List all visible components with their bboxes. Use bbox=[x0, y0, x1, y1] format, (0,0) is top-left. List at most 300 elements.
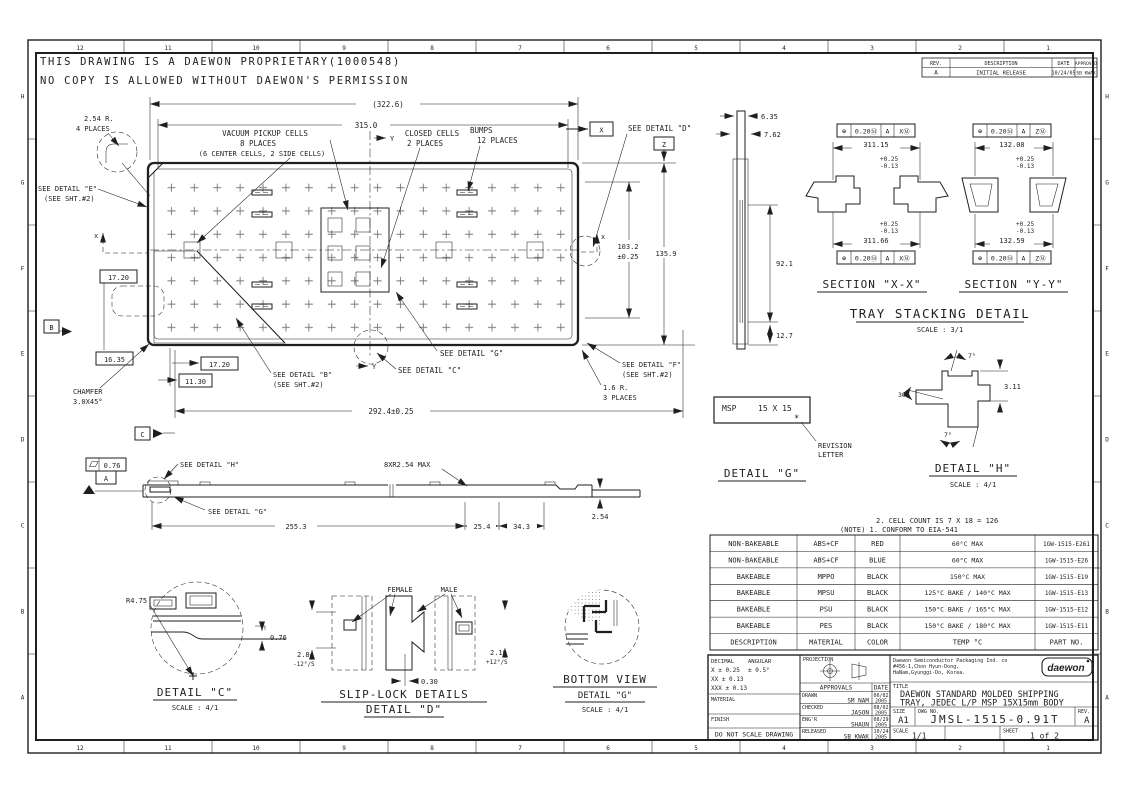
svg-text:06/02: 06/02 bbox=[873, 693, 889, 699]
svg-text:4: 4 bbox=[782, 45, 786, 52]
svg-text:A: A bbox=[885, 254, 890, 263]
callout-corner-radius bbox=[76, 115, 119, 146]
svg-text:XⓂ: XⓂ bbox=[899, 254, 910, 263]
material-table-header bbox=[730, 639, 1083, 647]
svg-text:REVISION: REVISION bbox=[818, 442, 852, 450]
svg-text:5: 5 bbox=[694, 745, 698, 752]
svg-text:7: 7 bbox=[518, 45, 522, 52]
approval-row bbox=[802, 693, 889, 705]
svg-text:X: X bbox=[599, 126, 604, 135]
svg-text:3: 3 bbox=[870, 745, 874, 752]
svg-text:⊕: ⊕ bbox=[977, 254, 983, 263]
svg-text:7°: 7° bbox=[944, 431, 952, 439]
tray-stacking-detail bbox=[806, 124, 1068, 334]
svg-text:Z: Z bbox=[661, 141, 667, 149]
svg-text:BAKEABLE: BAKEABLE bbox=[736, 605, 771, 614]
svg-text:⊕: ⊕ bbox=[841, 127, 847, 136]
svg-text:DAEWON STANDARD MOLDED SHIPPIN: DAEWON STANDARD MOLDED SHIPPING bbox=[900, 690, 1059, 700]
svg-text:3.0X45°: 3.0X45° bbox=[73, 398, 103, 406]
svg-text:+0.25: +0.25 bbox=[880, 156, 899, 163]
svg-text:ZⓂ: ZⓂ bbox=[1035, 127, 1046, 136]
callout-profile-detail-h bbox=[164, 461, 239, 479]
datum-c bbox=[135, 427, 175, 440]
svg-text:4: 4 bbox=[782, 745, 786, 752]
svg-text:0.76: 0.76 bbox=[270, 634, 287, 642]
svg-text:10: 10 bbox=[252, 45, 260, 52]
svg-text:1: 1 bbox=[1046, 45, 1050, 52]
svg-text:(6 CENTER CELLS, 2 SIDE CELLS): (6 CENTER CELLS, 2 SIDE CELLS) bbox=[198, 150, 326, 158]
svg-text:17.20: 17.20 bbox=[107, 274, 130, 282]
svg-text:Daewon Semiconductor Packaging: Daewon Semiconductor Packaging Ind. co bbox=[893, 658, 1008, 664]
revision-table bbox=[922, 58, 1097, 77]
svg-text:PART NO.: PART NO. bbox=[1049, 638, 1084, 647]
svg-text:PSU: PSU bbox=[819, 605, 833, 614]
tray-top-view bbox=[38, 97, 695, 440]
svg-text:SEE DETAIL "F": SEE DETAIL "F" bbox=[622, 361, 682, 369]
svg-text:DO NOT SCALE DRAWING: DO NOT SCALE DRAWING bbox=[714, 730, 794, 739]
svg-text:A: A bbox=[103, 475, 109, 483]
svg-text:MATERIAL: MATERIAL bbox=[711, 697, 736, 703]
zone-letters-right bbox=[1105, 94, 1109, 702]
svg-text:E: E bbox=[20, 350, 25, 358]
svg-text:3 PLACES: 3 PLACES bbox=[603, 394, 637, 402]
svg-text:x: x bbox=[94, 232, 99, 240]
drawing-notes bbox=[840, 517, 998, 534]
svg-text:1GW-1515-E12: 1GW-1515-E12 bbox=[1044, 606, 1089, 614]
svg-text:DETAIL "G": DETAIL "G" bbox=[723, 467, 801, 480]
svg-text:15 X 15: 15 X 15 bbox=[758, 404, 792, 413]
svg-text:C: C bbox=[20, 522, 25, 530]
material-row bbox=[737, 589, 1089, 597]
callout-detail-f bbox=[587, 343, 681, 379]
svg-text:292.4±0.25: 292.4±0.25 bbox=[368, 407, 414, 416]
svg-text:X ± 0.25: X ± 0.25 bbox=[711, 667, 740, 674]
svg-text:#456-1,Chon Hyun-Dong,: #456-1,Chon Hyun-Dong, bbox=[893, 664, 960, 670]
svg-text:RELEASED: RELEASED bbox=[802, 729, 827, 735]
svg-text:F: F bbox=[20, 265, 25, 273]
svg-text:1GW-1515-E11: 1GW-1515-E11 bbox=[1044, 623, 1089, 630]
svg-text:12: 12 bbox=[76, 745, 84, 752]
svg-text:SLIP-LOCK DETAILS: SLIP-LOCK DETAILS bbox=[339, 688, 469, 701]
svg-text:CLOSED CELLS: CLOSED CELLS bbox=[404, 129, 460, 138]
svg-text:3: 3 bbox=[870, 45, 874, 52]
svg-text:SCALE : 4/1: SCALE : 4/1 bbox=[581, 706, 629, 714]
title-block bbox=[708, 655, 1098, 741]
svg-text:7: 7 bbox=[518, 745, 522, 752]
svg-text:6: 6 bbox=[606, 745, 610, 752]
svg-text:PROJECTION: PROJECTION bbox=[803, 657, 834, 663]
svg-text:RED: RED bbox=[871, 540, 884, 548]
svg-text:2005: 2005 bbox=[874, 722, 888, 729]
svg-text:34.3: 34.3 bbox=[513, 523, 530, 531]
svg-text:(NOTE) 1. CONFORM TO EIA-541: (NOTE) 1. CONFORM TO EIA-541 bbox=[840, 526, 959, 534]
svg-text:311.15: 311.15 bbox=[863, 141, 889, 149]
svg-text:APPROVED: APPROVED bbox=[1074, 61, 1098, 67]
svg-text:-0.13: -0.13 bbox=[1016, 228, 1035, 235]
svg-text:30°: 30° bbox=[898, 391, 910, 399]
svg-text:1.6 R.: 1.6 R. bbox=[603, 384, 629, 392]
svg-text:SM NAM: SM NAM bbox=[847, 697, 869, 705]
svg-text:132.59: 132.59 bbox=[999, 237, 1025, 245]
svg-text:LETTER: LETTER bbox=[818, 451, 844, 459]
material-row bbox=[737, 573, 1089, 581]
section-xx-right-profile bbox=[894, 176, 948, 212]
svg-text:REV.: REV. bbox=[929, 60, 943, 67]
svg-text:125°C BAKE / 140°C MAX: 125°C BAKE / 140°C MAX bbox=[924, 589, 1011, 598]
svg-text:1GW-1515-E261: 1GW-1515-E261 bbox=[1043, 541, 1090, 548]
axis-marker-x-left bbox=[94, 232, 149, 253]
svg-text:SIZE: SIZE bbox=[893, 709, 906, 715]
svg-text:3.11: 3.11 bbox=[1004, 383, 1021, 391]
svg-text:NO COPY IS ALLOWED WITHOUT DAE: NO COPY IS ALLOWED WITHOUT DAEWON'S PERMISSION bbox=[40, 75, 409, 87]
svg-text:D: D bbox=[1105, 436, 1109, 444]
detail-c bbox=[126, 582, 287, 712]
svg-text:25.4: 25.4 bbox=[473, 523, 491, 531]
svg-text:MSP: MSP bbox=[722, 404, 737, 413]
svg-text:103.2: 103.2 bbox=[617, 243, 639, 251]
svg-text:SCALE: SCALE bbox=[893, 728, 909, 735]
svg-text:11: 11 bbox=[164, 745, 172, 752]
svg-text:0.76: 0.76 bbox=[103, 462, 121, 470]
svg-text:DRAWN: DRAWN bbox=[802, 693, 818, 699]
section-yy-right-profile bbox=[1030, 178, 1066, 212]
svg-text:60°C MAX: 60°C MAX bbox=[951, 556, 984, 565]
svg-text:XⓂ: XⓂ bbox=[899, 127, 910, 136]
svg-text:REV.: REV. bbox=[1078, 709, 1091, 715]
svg-text:4 PLACES: 4 PLACES bbox=[76, 125, 110, 133]
svg-text:-0.13: -0.13 bbox=[880, 228, 899, 235]
svg-text:BOTTOM VIEW: BOTTOM VIEW bbox=[563, 673, 647, 686]
svg-text:H: H bbox=[1105, 93, 1109, 101]
material-row bbox=[737, 606, 1089, 614]
svg-text:2005: 2005 bbox=[874, 734, 888, 741]
svg-text:-0.13: -0.13 bbox=[880, 163, 899, 170]
svg-text:TEMP °C: TEMP °C bbox=[952, 638, 983, 647]
svg-text:315.0: 315.0 bbox=[354, 121, 378, 130]
svg-text:9: 9 bbox=[342, 45, 346, 52]
svg-text:11.30: 11.30 bbox=[184, 378, 207, 386]
svg-text:BLUE: BLUE bbox=[869, 556, 886, 565]
profile-dims bbox=[152, 479, 608, 531]
svg-text:12.7: 12.7 bbox=[776, 332, 793, 340]
svg-text:6.35: 6.35 bbox=[761, 113, 778, 121]
svg-text:± 0.5°: ± 0.5° bbox=[748, 667, 770, 674]
svg-text:8: 8 bbox=[430, 745, 434, 752]
section-yy-left-profile bbox=[962, 178, 998, 212]
svg-text:8 PLACES: 8 PLACES bbox=[239, 139, 277, 148]
svg-text:SEE DETAIL "C": SEE DETAIL "C" bbox=[398, 366, 462, 375]
svg-text:MALE: MALE bbox=[440, 586, 458, 594]
cell-grid bbox=[160, 176, 566, 334]
svg-text:2.54 R.: 2.54 R. bbox=[84, 115, 114, 123]
svg-text:+0.25: +0.25 bbox=[880, 221, 899, 228]
svg-text:ABS+CF: ABS+CF bbox=[813, 556, 839, 565]
fcf-yy-top bbox=[973, 124, 1051, 137]
svg-text:(SEE SHT.#2): (SEE SHT.#2) bbox=[622, 371, 673, 379]
detail-g-marking bbox=[714, 397, 852, 481]
fcf-xx-top bbox=[837, 124, 915, 137]
bottom-view-detail-g bbox=[553, 590, 657, 714]
svg-text:HaNam,Gyunggi-Do, Korea.: HaNam,Gyunggi-Do, Korea. bbox=[893, 670, 966, 676]
svg-text:H: H bbox=[20, 93, 25, 101]
svg-text:BLACK: BLACK bbox=[866, 622, 889, 630]
svg-text:MATERIAL: MATERIAL bbox=[809, 638, 843, 647]
svg-text:A: A bbox=[1105, 694, 1109, 702]
svg-text:A: A bbox=[1084, 716, 1090, 726]
svg-text:SECTION "X-X": SECTION "X-X" bbox=[822, 278, 922, 291]
svg-text:08/29: 08/29 bbox=[873, 717, 889, 723]
svg-text:SEE DETAIL "B": SEE DETAIL "B" bbox=[273, 371, 333, 379]
svg-text:(322.6): (322.6) bbox=[372, 100, 404, 109]
slip-lock-detail bbox=[293, 586, 508, 717]
svg-text:DESCRIPTION: DESCRIPTION bbox=[984, 60, 1018, 67]
svg-text:0.30: 0.30 bbox=[421, 678, 438, 686]
svg-text:SHAUN: SHAUN bbox=[850, 721, 869, 729]
svg-text:B: B bbox=[1105, 608, 1109, 616]
svg-text:12: 12 bbox=[76, 45, 84, 52]
svg-text:CHAMFER: CHAMFER bbox=[73, 388, 103, 396]
svg-text:17.20: 17.20 bbox=[208, 361, 231, 369]
svg-text:2 PLACES: 2 PLACES bbox=[406, 139, 444, 148]
svg-text:x: x bbox=[601, 233, 606, 241]
section-marker-z bbox=[654, 137, 674, 161]
svg-text:BAKEABLE: BAKEABLE bbox=[736, 572, 771, 581]
svg-text:1: 1 bbox=[1046, 745, 1050, 752]
svg-text:5: 5 bbox=[694, 45, 698, 52]
sheet-border bbox=[21, 40, 1110, 753]
svg-text:PES: PES bbox=[819, 622, 833, 630]
dim-762 bbox=[716, 131, 781, 139]
projection-icon bbox=[820, 661, 866, 681]
svg-text:BAKEABLE: BAKEABLE bbox=[736, 589, 771, 598]
svg-text:SCALE : 4/1: SCALE : 4/1 bbox=[171, 704, 219, 712]
dim-127 bbox=[748, 325, 793, 345]
svg-text:MPSU: MPSU bbox=[817, 589, 835, 598]
svg-text:NON-BAKEABLE: NON-BAKEABLE bbox=[728, 540, 779, 548]
svg-text:SECTION "Y-Y": SECTION "Y-Y" bbox=[964, 278, 1064, 291]
svg-text:-12°/S: -12°/S bbox=[293, 661, 315, 668]
tray-end-view bbox=[716, 111, 799, 349]
tray-profile-view bbox=[83, 458, 640, 531]
callout-chamfer bbox=[73, 344, 149, 406]
svg-text:DETAIL "G": DETAIL "G" bbox=[577, 691, 633, 701]
svg-text:-0.13: -0.13 bbox=[1016, 163, 1035, 170]
svg-text:132.08: 132.08 bbox=[999, 141, 1025, 149]
svg-text:11: 11 bbox=[164, 45, 172, 52]
svg-text:A: A bbox=[20, 694, 25, 702]
approval-row bbox=[802, 729, 889, 741]
svg-text:XX ± 0.13: XX ± 0.13 bbox=[711, 676, 744, 683]
detail-h bbox=[898, 350, 1021, 489]
svg-text:BAKEABLE: BAKEABLE bbox=[736, 622, 771, 630]
datum-a-triangle bbox=[83, 485, 95, 494]
svg-text:A: A bbox=[934, 69, 938, 77]
svg-text:10/24: 10/24 bbox=[873, 729, 889, 735]
callout-detail-d bbox=[593, 124, 691, 247]
svg-text:7.62: 7.62 bbox=[764, 131, 781, 139]
dim-921 bbox=[748, 205, 799, 322]
svg-text:±0.25: ±0.25 bbox=[617, 253, 639, 261]
callout-profile-radius bbox=[384, 461, 467, 486]
svg-text:A: A bbox=[885, 127, 890, 136]
svg-text:8: 8 bbox=[430, 45, 434, 52]
svg-text:8XR2.54 MAX: 8XR2.54 MAX bbox=[384, 461, 431, 469]
svg-text:SHEET: SHEET bbox=[1003, 728, 1019, 735]
svg-text:(SEE SHT.#2): (SEE SHT.#2) bbox=[44, 195, 95, 203]
daewon-logo bbox=[1042, 658, 1092, 676]
svg-text:9: 9 bbox=[342, 745, 346, 752]
svg-text:CHECKED: CHECKED bbox=[802, 705, 824, 711]
approval-row bbox=[802, 705, 889, 717]
svg-text:FEMALE: FEMALE bbox=[387, 586, 413, 594]
svg-text:1/1: 1/1 bbox=[912, 731, 927, 741]
svg-text:+0.25: +0.25 bbox=[1016, 156, 1035, 163]
svg-text:F: F bbox=[1105, 265, 1109, 273]
svg-text:DECIMAL: DECIMAL bbox=[711, 659, 735, 665]
svg-text:10: 10 bbox=[252, 745, 260, 752]
svg-text:A1: A1 bbox=[898, 716, 909, 726]
svg-text:DATE: DATE bbox=[873, 684, 889, 692]
svg-text:12 PLACES: 12 PLACES bbox=[477, 136, 518, 145]
svg-text:B: B bbox=[49, 324, 54, 332]
svg-text:1GW-1515-E19: 1GW-1515-E19 bbox=[1044, 573, 1089, 581]
svg-text:BLACK: BLACK bbox=[866, 589, 889, 598]
svg-text:VACUUM PICKUP CELLS: VACUUM PICKUP CELLS bbox=[222, 129, 308, 138]
svg-text:APPROVALS: APPROVALS bbox=[819, 684, 853, 692]
svg-text:1GW-1515-E13: 1GW-1515-E13 bbox=[1044, 590, 1089, 598]
section-marker-x bbox=[566, 122, 613, 136]
dim-103 bbox=[585, 182, 649, 318]
approval-row bbox=[802, 717, 889, 729]
svg-text:+12°/S: +12°/S bbox=[486, 659, 508, 666]
svg-text:SCALE : 4/1: SCALE : 4/1 bbox=[949, 481, 997, 489]
svg-text:0.20Ⓜ: 0.20Ⓜ bbox=[990, 254, 1014, 263]
svg-text:D: D bbox=[20, 436, 25, 444]
svg-text:DWG NO.: DWG NO. bbox=[918, 709, 940, 715]
svg-text:FINISH: FINISH bbox=[711, 717, 730, 723]
svg-text:THIS DRAWING IS A DAEWON PROPR: THIS DRAWING IS A DAEWON PROPRIETARY(1000548) bbox=[40, 56, 401, 68]
svg-text:INITIAL RELEASE: INITIAL RELEASE bbox=[976, 70, 1026, 77]
svg-text:SEE DETAIL "G": SEE DETAIL "G" bbox=[208, 508, 268, 516]
dim-635 bbox=[720, 113, 778, 121]
svg-text:60°C MAX: 60°C MAX bbox=[951, 540, 984, 548]
svg-text:150°C BAKE / 165°C MAX: 150°C BAKE / 165°C MAX bbox=[924, 605, 1011, 614]
svg-text:NON-BAKEABLE: NON-BAKEABLE bbox=[728, 556, 779, 565]
svg-text:ZⓂ: ZⓂ bbox=[1035, 254, 1046, 263]
zone-letters-left bbox=[21, 94, 25, 702]
svg-text:DATE: DATE bbox=[1057, 60, 1070, 67]
svg-text:+0.25: +0.25 bbox=[1016, 221, 1035, 228]
svg-text:SEE DETAIL "E": SEE DETAIL "E" bbox=[38, 185, 98, 193]
svg-text:JMSL-1515-0.91T: JMSL-1515-0.91T bbox=[930, 713, 1060, 726]
fcf-yy-bottom bbox=[973, 251, 1051, 264]
svg-text:6: 6 bbox=[606, 45, 610, 52]
flatness-icon bbox=[90, 462, 99, 467]
svg-text:TRAY STACKING DETAIL: TRAY STACKING DETAIL bbox=[849, 306, 1031, 321]
svg-text:DESCRIPTION: DESCRIPTION bbox=[730, 638, 777, 647]
svg-text:150°C MAX: 150°C MAX bbox=[949, 572, 986, 581]
datum-b bbox=[44, 320, 72, 336]
material-row bbox=[728, 556, 1088, 564]
svg-text:B: B bbox=[20, 608, 25, 616]
svg-text:255.3: 255.3 bbox=[285, 523, 307, 531]
svg-text:BLACK: BLACK bbox=[866, 572, 889, 581]
material-row bbox=[728, 540, 1090, 548]
svg-text:2.10: 2.10 bbox=[490, 649, 507, 657]
svg-text:311.66: 311.66 bbox=[863, 237, 889, 245]
svg-text:2005: 2005 bbox=[874, 698, 888, 705]
detail-h-profile bbox=[916, 371, 990, 427]
proprietary-notice bbox=[40, 56, 409, 87]
svg-text:SCALE : 3/1: SCALE : 3/1 bbox=[916, 326, 964, 334]
svg-text:TRAY, JEDEC L/P MSP 15X15mm BO: TRAY, JEDEC L/P MSP 15X15mm BODY bbox=[900, 698, 1064, 709]
section-xx-left-profile bbox=[806, 176, 860, 212]
svg-text:1 of 2: 1 of 2 bbox=[1030, 731, 1059, 741]
svg-text:92.1: 92.1 bbox=[776, 260, 793, 268]
material-row bbox=[737, 622, 1089, 630]
svg-text:A: A bbox=[1021, 127, 1026, 136]
svg-text:R4.75: R4.75 bbox=[126, 597, 148, 605]
svg-text:DETAIL "D": DETAIL "D" bbox=[365, 703, 443, 716]
svg-text:SEE DETAIL "H": SEE DETAIL "H" bbox=[180, 461, 240, 469]
svg-text:C: C bbox=[140, 431, 145, 439]
svg-text:150°C BAKE / 180°C MAX: 150°C BAKE / 180°C MAX bbox=[924, 622, 1011, 630]
callout-detail-e bbox=[38, 185, 147, 207]
svg-text:2: 2 bbox=[958, 745, 962, 752]
svg-text:2: 2 bbox=[958, 45, 962, 52]
svg-text:COLOR: COLOR bbox=[866, 638, 889, 647]
svg-text:Y: Y bbox=[372, 363, 377, 371]
svg-text:08/02: 08/02 bbox=[873, 705, 889, 711]
svg-text:16.35: 16.35 bbox=[103, 356, 126, 364]
svg-text:0.20Ⓜ: 0.20Ⓜ bbox=[990, 127, 1014, 136]
svg-text:MPPO: MPPO bbox=[817, 572, 835, 581]
svg-text:2. CELL COUNT IS 7 X 18 = 126: 2. CELL COUNT IS 7 X 18 = 126 bbox=[876, 517, 999, 525]
svg-text:ANGULAR: ANGULAR bbox=[748, 659, 772, 665]
svg-text:⊕: ⊕ bbox=[977, 127, 983, 136]
svg-text:ABS+CF: ABS+CF bbox=[813, 540, 839, 548]
zone-numbers-top bbox=[76, 45, 1050, 52]
material-table bbox=[710, 535, 1098, 650]
flatness-frame bbox=[83, 458, 143, 494]
svg-text:BLACK: BLACK bbox=[866, 605, 889, 614]
svg-text:10/24/05: 10/24/05 bbox=[1051, 70, 1076, 77]
fcf-xx-bottom bbox=[837, 251, 915, 264]
svg-text:7°: 7° bbox=[968, 352, 976, 360]
svg-text:XXX ± 0.13: XXX ± 0.13 bbox=[711, 685, 748, 692]
svg-text:SB KWAK: SB KWAK bbox=[1076, 71, 1096, 77]
svg-text:SEE DETAIL "D": SEE DETAIL "D" bbox=[628, 124, 692, 133]
svg-text:daewon: daewon bbox=[1047, 663, 1085, 674]
svg-text:*: * bbox=[794, 414, 800, 424]
svg-text:SB KWAK: SB KWAK bbox=[843, 733, 869, 741]
svg-text:TITLE: TITLE bbox=[893, 684, 909, 690]
svg-text:Y: Y bbox=[390, 135, 395, 143]
svg-text:ENG'R: ENG'R bbox=[802, 717, 818, 723]
svg-text:G: G bbox=[1105, 179, 1109, 187]
callout-profile-detail-g bbox=[174, 497, 267, 516]
svg-text:C: C bbox=[1105, 522, 1109, 530]
svg-text:1GW-1515-E26: 1GW-1515-E26 bbox=[1044, 557, 1089, 565]
svg-text:135.9: 135.9 bbox=[655, 250, 677, 258]
svg-text:JASON: JASON bbox=[850, 709, 869, 717]
svg-text:2.54: 2.54 bbox=[591, 513, 609, 521]
svg-text:E: E bbox=[1105, 350, 1109, 358]
svg-text:A: A bbox=[1021, 254, 1026, 263]
svg-text:⊕: ⊕ bbox=[841, 254, 847, 263]
svg-text:2005: 2005 bbox=[874, 710, 888, 717]
svg-text:(SEE SHT.#2): (SEE SHT.#2) bbox=[273, 381, 324, 389]
